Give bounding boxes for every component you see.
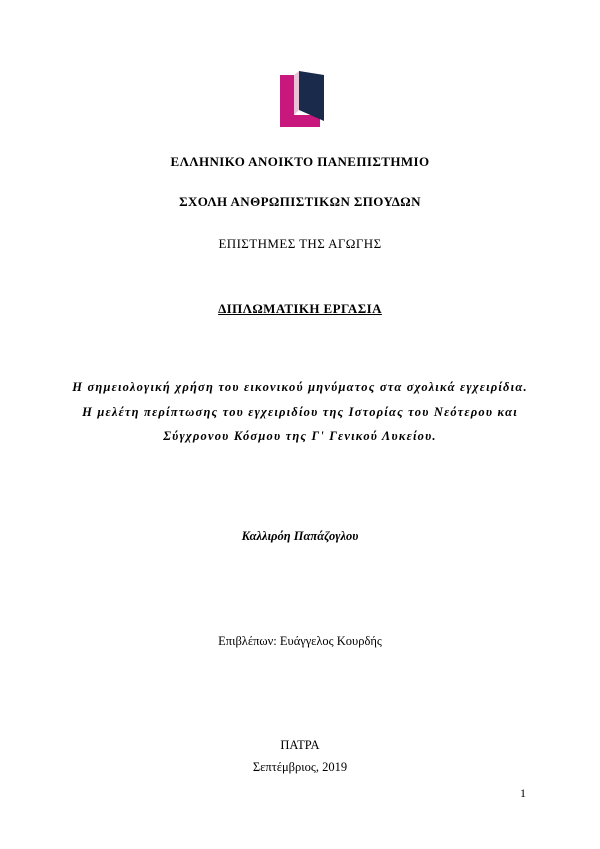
author-name: Καλλιρόη Παπάζογλου: [241, 529, 359, 543]
university-book-logo-icon: [280, 71, 324, 127]
thesis-title-line-2: Η μελέτη περίπτωσης του εγχειριδίου της Ιστορίας του Νεότερου και: [82, 405, 518, 419]
date: Σεπτέμβριος, 2019: [252, 760, 348, 774]
department-name: ΕΠΙΣΤΗΜΕΣ ΤΗΣ ΑΓΩΓΗΣ: [218, 236, 382, 251]
supervisor: Επιβλέπων: Ευάγγελος Κουρδής: [218, 634, 382, 648]
thesis-title-line-1: Η σημειολογική χρήση του εικονικού μηνύματος στα σχολικά εγχειρίδια.: [72, 380, 528, 394]
page-number: 1: [520, 786, 526, 800]
city: ΠΑΤΡΑ: [280, 738, 320, 752]
school-name: ΣΧΟΛΗ ΑΝΘΡΩΠΙΣΤΙΚΩΝ ΣΠΟΥΔΩΝ: [179, 194, 421, 209]
thesis-title-line-3: Σύγχρονου Κόσμου της Γ' Γενικού Λυκείου.: [163, 429, 437, 443]
document-type: ΔΙΠΛΩΜΑΤΙΚΗ ΕΡΓΑΣΙΑ: [218, 301, 382, 316]
university-name: ΕΛΛΗΝΙΚΟ ΑΝΟΙΚΤΟ ΠΑΝΕΠΙΣΤΗΜΙΟ: [170, 154, 430, 169]
